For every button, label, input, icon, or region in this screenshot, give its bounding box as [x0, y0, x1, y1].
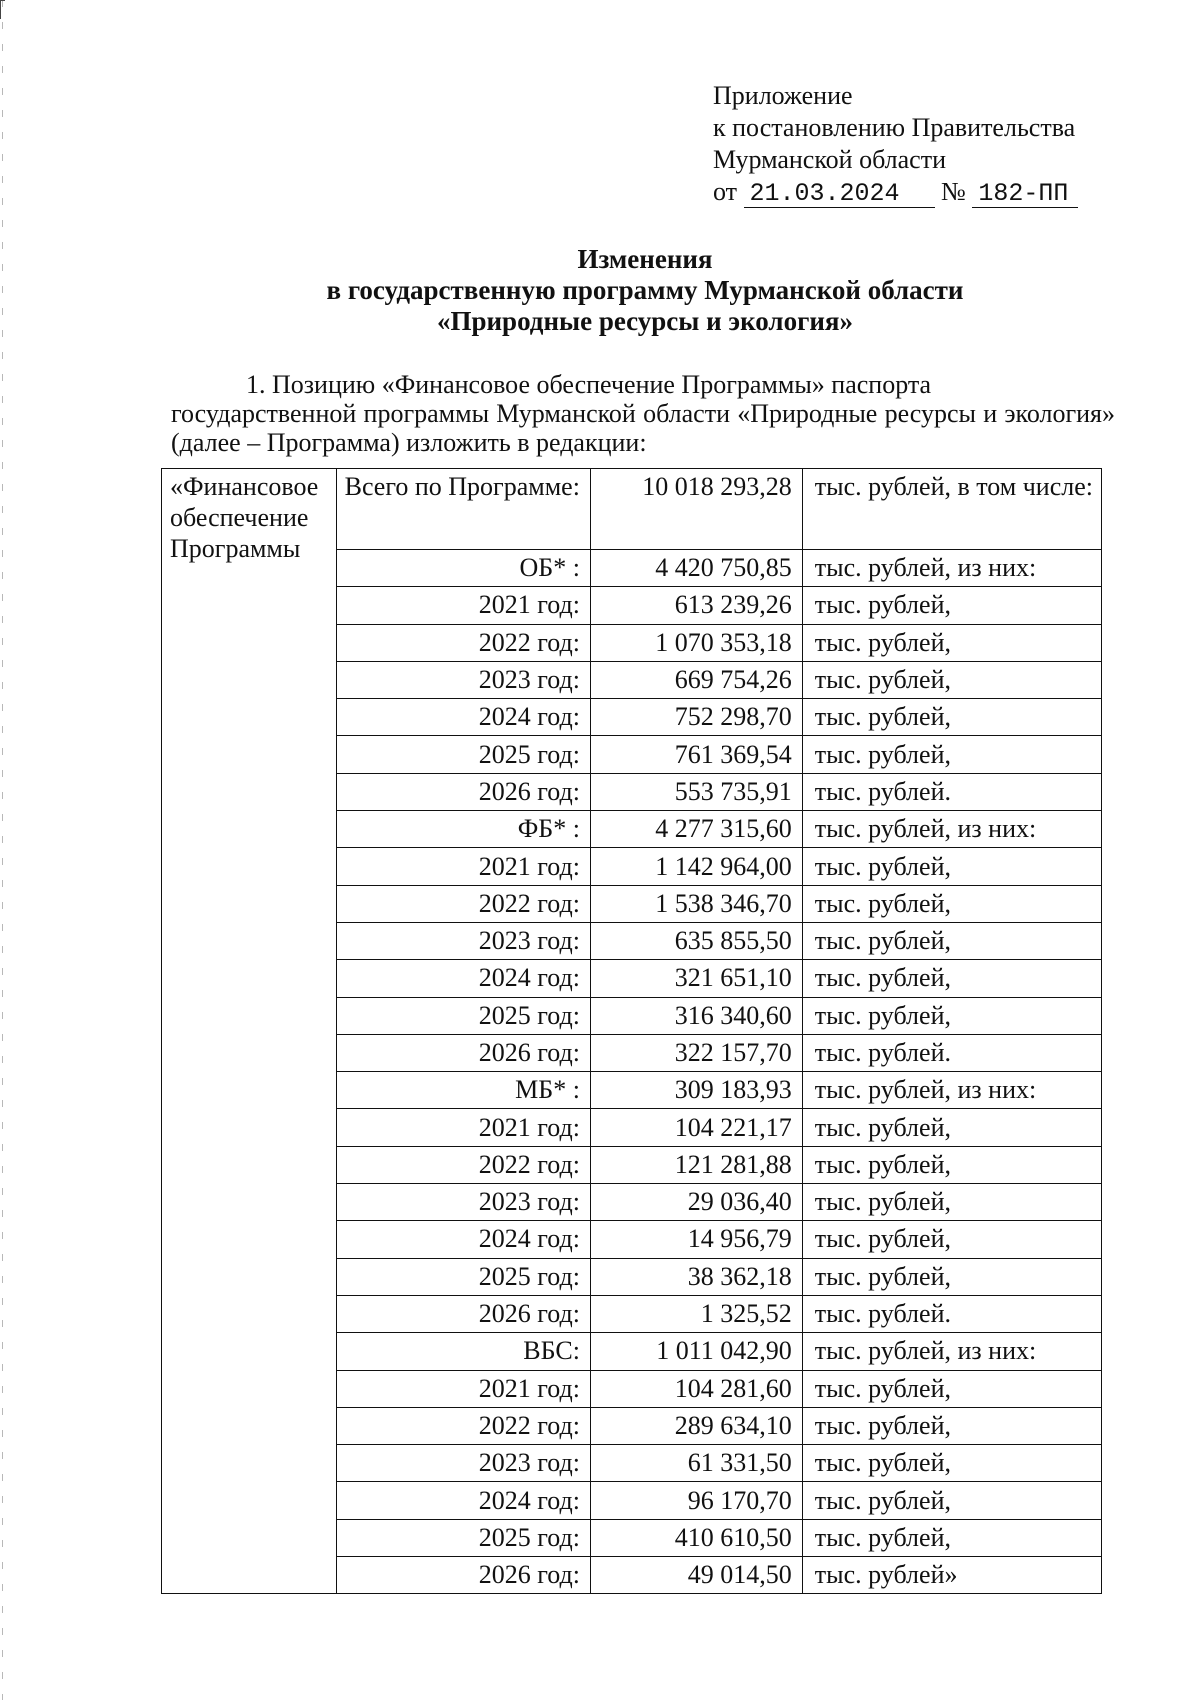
paragraph-body: государственной программы Мурманской области «Природные ресурсы и экология» (далее – Программа) изложить в редакции:: [171, 399, 1115, 457]
row-value: 553 735,91: [590, 773, 802, 810]
row-value: 29 036,40: [590, 1184, 802, 1221]
row-label: 2025 год:: [336, 997, 590, 1034]
row-label: ОБ* :: [336, 550, 590, 587]
row-unit: тыс. рублей, из них:: [802, 811, 1101, 848]
row-value: 121 281,88: [590, 1146, 802, 1183]
table-row-total: [162, 469, 1102, 550]
row-label: 2025 год:: [336, 1258, 590, 1295]
row-unit: тыс. рублей,: [802, 1482, 1101, 1519]
row-label: ФБ* :: [336, 811, 590, 848]
decree-date: 21.03.2024: [744, 181, 935, 208]
row-label: 2022 год:: [336, 624, 590, 661]
row-unit: тыс. рублей.: [802, 1034, 1101, 1071]
row-value: 635 855,50: [590, 922, 802, 959]
row-unit: тыс. рублей,: [802, 1445, 1101, 1482]
row-unit: тыс. рублей»: [802, 1557, 1101, 1594]
row-value: 1 325,52: [590, 1295, 802, 1332]
row-label: МБ* :: [336, 1072, 590, 1109]
row-value: 410 610,50: [590, 1519, 802, 1556]
row-label: 2023 год:: [336, 1445, 590, 1482]
row-value: 322 157,70: [590, 1034, 802, 1071]
row-unit: тыс. рублей,: [802, 848, 1101, 885]
row-unit: тыс. рублей,: [802, 1221, 1101, 1258]
row-unit: тыс. рублей,: [802, 1109, 1101, 1146]
row-value: 104 281,60: [590, 1370, 802, 1407]
row-label: 2021 год:: [336, 587, 590, 624]
row-label: 2024 год:: [336, 1221, 590, 1258]
row-value: 289 634,10: [590, 1407, 802, 1444]
row-unit: тыс. рублей,: [802, 1370, 1101, 1407]
row-unit: тыс. рублей.: [802, 773, 1101, 810]
row-unit: тыс. рублей, из них:: [802, 550, 1101, 587]
row-unit: тыс. рублей.: [802, 1295, 1101, 1332]
row-label: 2023 год:: [336, 661, 590, 698]
row-unit: тыс. рублей,: [802, 1146, 1101, 1183]
row-value: 4 277 315,60: [590, 811, 802, 848]
row-unit: тыс. рублей,: [802, 1184, 1101, 1221]
row-unit: тыс. рублей,: [802, 997, 1101, 1034]
title-line-3: «Природные ресурсы и экология»: [436, 306, 854, 336]
row-value: 96 170,70: [590, 1482, 802, 1519]
appendix-block: [713, 80, 1078, 208]
row-value: 14 956,79: [590, 1221, 802, 1258]
row-unit: тыс. рублей,: [802, 922, 1101, 959]
appendix-region: Мурманской области: [713, 145, 946, 174]
row-value: 761 369,54: [590, 736, 802, 773]
row-value: 321 651,10: [590, 960, 802, 997]
row-label: 2024 год:: [336, 960, 590, 997]
row-label: 2021 год:: [336, 1109, 590, 1146]
row-unit: тыс. рублей,: [802, 624, 1101, 661]
row-value: 1 070 353,18: [590, 624, 802, 661]
paragraph-first-line: 1. Позицию «Финансовое обеспечение Программы» паспорта: [246, 370, 932, 399]
row-value: 61 331,50: [590, 1445, 802, 1482]
row-label: 2023 год:: [336, 1184, 590, 1221]
title-line-2: в государственную программу Мурманской области: [326, 275, 964, 305]
amendment-paragraph: [171, 370, 1115, 457]
row-unit: тыс. рублей,: [802, 699, 1101, 736]
row-label: 2026 год:: [336, 1034, 590, 1071]
row-label: 2024 год:: [336, 699, 590, 736]
row-label: ВБС:: [336, 1333, 590, 1370]
row-value: 49 014,50: [590, 1557, 802, 1594]
title-line-1: Изменения: [577, 244, 713, 274]
date-prefix: от: [713, 177, 738, 206]
row-value: 669 754,26: [590, 661, 802, 698]
total-label: Всего по Программе:: [336, 469, 590, 550]
row-unit: тыс. рублей, из них:: [802, 1333, 1101, 1370]
row-value: 38 362,18: [590, 1258, 802, 1295]
row-label: 2026 год:: [336, 1557, 590, 1594]
row-label: 2021 год:: [336, 1370, 590, 1407]
appendix-date-line: [713, 176, 1078, 208]
row-label: 2023 год:: [336, 922, 590, 959]
row-unit: тыс. рублей,: [802, 736, 1101, 773]
row-unit: тыс. рублей, из них:: [802, 1072, 1101, 1109]
row-value: 1 142 964,00: [590, 848, 802, 885]
financing-table: [161, 468, 1102, 1594]
row-label: 2026 год:: [336, 1295, 590, 1332]
row-label: 2021 год:: [336, 848, 590, 885]
row-unit: тыс. рублей,: [802, 1258, 1101, 1295]
position-label: «Финансовое обеспечение Программы: [162, 469, 337, 1594]
row-label: 2022 год:: [336, 1146, 590, 1183]
row-label: 2025 год:: [336, 736, 590, 773]
appendix-reference: к постановлению Правительства: [713, 113, 1076, 142]
row-unit: тыс. рублей,: [802, 1519, 1101, 1556]
row-label: 2022 год:: [336, 1407, 590, 1444]
row-value: 4 420 750,85: [590, 550, 802, 587]
row-label: 2022 год:: [336, 885, 590, 922]
total-value: 10 018 293,28: [590, 469, 802, 550]
row-value: 316 340,60: [590, 997, 802, 1034]
row-value: 104 221,17: [590, 1109, 802, 1146]
row-unit: тыс. рублей,: [802, 661, 1101, 698]
row-value: 752 298,70: [590, 699, 802, 736]
scan-corner-mark: [0, 0, 5, 19]
row-label: 2024 год:: [336, 1482, 590, 1519]
row-unit: тыс. рублей,: [802, 1407, 1101, 1444]
decree-number: 182-ПП: [972, 181, 1078, 208]
row-unit: тыс. рублей,: [802, 587, 1101, 624]
total-unit: тыс. рублей, в том числе:: [802, 469, 1101, 550]
row-value: 1 011 042,90: [590, 1333, 802, 1370]
row-label: 2025 год:: [336, 1519, 590, 1556]
row-unit: тыс. рублей,: [802, 960, 1101, 997]
number-prefix: №: [941, 177, 966, 206]
document-title: [0, 244, 1200, 337]
row-value: 613 239,26: [590, 587, 802, 624]
row-value: 1 538 346,70: [590, 885, 802, 922]
row-value: 309 183,93: [590, 1072, 802, 1109]
appendix-title: Приложение: [713, 81, 853, 110]
row-unit: тыс. рублей,: [802, 885, 1101, 922]
row-label: 2026 год:: [336, 773, 590, 810]
